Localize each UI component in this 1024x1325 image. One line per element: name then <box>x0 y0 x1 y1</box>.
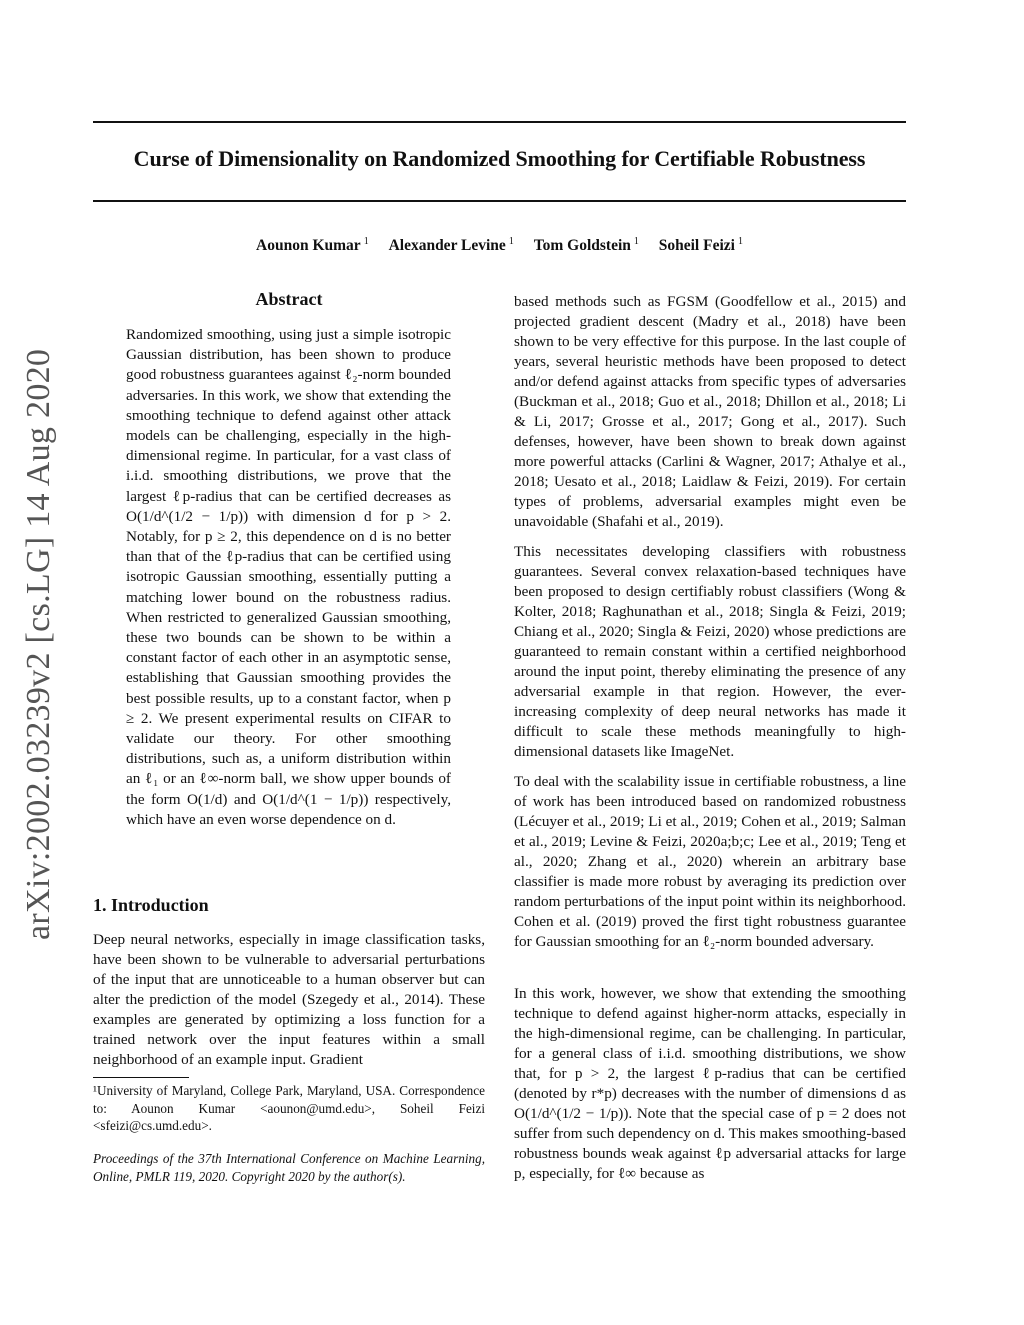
intro-paragraph-4: To deal with the scalability issue in certifiable robustness, a line of work has been introduced based on randomized robustness (Lécuyer et al., 2019; Li et al., 2019; Cohen et al., 2019; Salman et al., 2019; Levine & Feizi, 2020a;b;c; Lee et al., 2019; Teng et al., 2020; Zhang et al., 2020) wherein an arbitrary base classifier is made more robust by averaging its prediction over random perturbations of the input point within its neighborhood. Cohen et al. (2019) proved the first tight robustness guarantee for Gaussian smoothing for an ℓ₂-norm bounded adversary. <box>514 773 906 950</box>
title-bottom-rule <box>93 200 906 202</box>
section-heading-introduction: 1. Introduction <box>93 895 209 915</box>
author-name: Soheil Feizi <box>658 237 735 255</box>
abstract-text: Randomized smoothing, using just a simple isotropic Gaussian distribution, has been shown to produce good robustness guarantees against ℓ₂-norm bounded adversaries. In this work, we show that extending the smoothing technique to defend against other attack models can be challenging, especially in the high-dimensional regime. In particular, for a vast class of i.i.d. smoothing distributions, we prove that the largest ℓp-radius that can be certified decreases as O(1/d^(1/2 − 1/p)) with dimension d for p > 2. Notably, for p ≥ 2, this dependence on d is no better than that of the ℓp-radius that can be certified using isotropic Gaussian smoothing, essentially putting a matching lower bound on the robustness radius. When restricted to generalized Gaussian smoothing, these two bounds can be shown to be within a constant factor of each other in an asymptotic sense, establishing that Gaussian smoothing provides the best possible results, up to a constant factor, when p ≥ 2. We present experimental results on CIFAR to validate our theory. For other smoothing distributions, such as, a uniform distribution within an ℓ₁ or an ℓ∞-norm ball, we show upper bounds of the form O(1/d) and O(1/d^(1 − 1/p)) respectively, which have an even worse dependence on d. <box>126 326 451 828</box>
author-1 <box>256 237 369 254</box>
author-affil: 1 <box>363 236 369 247</box>
author-4 <box>659 237 743 254</box>
author-name: Tom Goldstein <box>533 237 631 255</box>
author-2 <box>389 237 514 254</box>
author-affil: 1 <box>737 236 743 247</box>
arxiv-stamp: arXiv:2002.03239v2 [cs.LG] 14 Aug 2020 <box>20 348 57 940</box>
author-3 <box>534 237 639 254</box>
intro-paragraph-1: Deep neural networks, especially in image classification tasks, have been shown to be vulnerable to adversarial perturbations of the input that are unnoticeable to a human observer but can alter the prediction of the model (Szegedy et al., 2014). These examples are generated by optimizing a loss function for a trained network over the input features within a small neighborhood of an example input. Gradient <box>93 931 485 1068</box>
author-list <box>93 236 906 255</box>
intro-paragraph-2: based methods such as FGSM (Goodfellow et al., 2015) and projected gradient descent (Madry et al., 2018) have been shown to be very effective for this purpose. In the last couple of years, several heuristic methods have been proposed to detect and/or defend against attacks from specific types of adversaries (Buckman et al., 2018; Guo et al., 2018; Dhillon et al., 2018; Li & Li, 2017; Grosse et al., 2017; Gong et al., 2017). Such defenses, however, have been shown to break down against more powerful attacks (Carlini & Wagner, 2017; Athalye et al., 2018; Uesato et al., 2018; Laidlaw & Feizi, 2019). For certain types of problems, adversarial examples might even be unavoidable (Shafahi et al., 2019). <box>514 293 906 530</box>
footnote-rule <box>93 1077 189 1078</box>
paper-title: Curse of Dimensionality on Randomized Smoothing for Certifiable Robustness <box>133 146 866 171</box>
affiliation-footnote: ¹University of Maryland, College Park, Maryland, USA. Correspondence to: Aounon Kumar <aounon@umd.edu>, Soheil Feizi <sfeizi@cs.umd.edu>. <box>93 1083 485 1133</box>
intro-paragraph-5: In this work, however, we show that extending the smoothing technique to defend against higher-norm attacks, especially in the high-dimensional regime, can be challenging. In particular, for a general class of i.i.d. smoothing distributions, we show that, for p > 2, the largest ℓp-radius that can be certified (denoted by r*p) decreases with the number of dimensions d as O(1/d^(1/2 − 1/p)). Note that the special case of p = 2 does not suffer from such dependency on d. This makes smoothing-based robustness bounds weak against ℓp adversarial attacks for large p, especially, for ℓ∞ because as <box>514 985 906 1182</box>
intro-paragraph-3: This necessitates developing classifiers with robustness guarantees. Several convex relaxation-based techniques have been proposed to design certifiably robust classifiers (Wong & Kolter, 2018; Raghunathan et al., 2018; Singla & Feizi, 2019; Chiang et al., 2020; Singla & Feizi, 2020) whose predictions are guaranteed to remain constant within a certified neighborhood around the input point, thereby eliminating the presence of any adversarial example in that region. However, the ever-increasing complexity of deep neural networks has made it difficult to scale these methods meaningfully to high-dimensional datasets like ImageNet. <box>514 543 906 760</box>
author-affil: 1 <box>633 236 639 247</box>
author-name: Alexander Levine <box>388 237 506 255</box>
author-name: Aounon Kumar <box>256 237 361 255</box>
abstract-heading: Abstract <box>255 289 323 309</box>
author-affil: 1 <box>508 236 514 247</box>
top-rule <box>93 121 906 123</box>
proceedings-note: Proceedings of the 37th International Conference on Machine Learning, Online, PMLR 119, 2020. Copyright 2020 by the author(s). <box>93 1151 485 1184</box>
